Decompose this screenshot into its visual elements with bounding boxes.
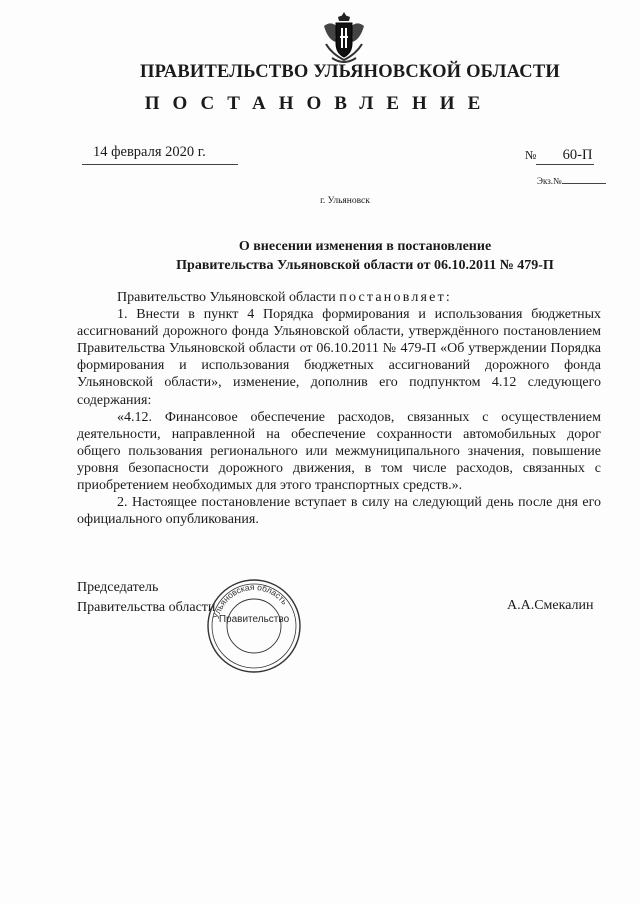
document-number: 60-П bbox=[536, 147, 594, 165]
copy-label: Экз.№ bbox=[537, 176, 562, 186]
document-number-row bbox=[525, 147, 594, 165]
signatory-name: А.А.Смекалин bbox=[507, 598, 594, 613]
paragraph-1: 1. Внести в пункт 4 Порядка формирования и использования бюджетных ассигнований дорожного фонда Ульяновской области, утверждённого постановлением Правительства Ульяновской области от 06.10.2011 № 479-П «Об утверждении Порядка формирования и использования бюджетных ассигнований дорожного фонда Ульяновской области», изменение, дополнив его подпунктом 4.12 следующего содержания: bbox=[77, 307, 601, 408]
coat-of-arms-icon bbox=[318, 10, 370, 68]
stamp-center-text: Правительство bbox=[218, 614, 290, 625]
paragraph-3: 2. Настоящее постановление вступает в силу на следующий день после дня его официального опубликования. bbox=[77, 495, 601, 528]
government-title: ПРАВИТЕЛЬСТВО УЛЬЯНОВСКОЙ ОБЛАСТИ bbox=[140, 62, 560, 82]
position-line-1: Председатель bbox=[77, 580, 159, 595]
official-stamp bbox=[206, 578, 302, 674]
document-body bbox=[77, 289, 601, 528]
intro-verb: постановляет: bbox=[339, 290, 452, 305]
signatory-position bbox=[77, 578, 215, 618]
date-underline bbox=[82, 164, 238, 165]
paragraph-2: «4.12. Финансовое обеспечение расходов, связанных с осуществлением деятельности, направленной на обеспечение сохранности автомобильных дорог общего пользования регионального или межмуниципального значения, повышение уровня безопасности дорожного движения, в том числе расходов, связанных с приобретением необходимых для этого транспортных средств.». bbox=[77, 409, 601, 494]
copy-number-blank bbox=[562, 183, 606, 184]
number-label: № bbox=[525, 148, 537, 162]
document-type: ПОСТАНОВЛЕНИЕ bbox=[144, 93, 494, 114]
intro-paragraph bbox=[77, 289, 601, 306]
position-line-2: Правительства области bbox=[77, 600, 216, 615]
city-line: г. Ульяновск bbox=[320, 196, 370, 206]
document-date: 14 февраля 2020 г. bbox=[93, 144, 206, 160]
copy-number-row bbox=[537, 176, 606, 186]
document-heading bbox=[100, 237, 630, 275]
heading-line-1: О внесении изменения в постановление bbox=[238, 239, 492, 254]
heading-line-2: Правительства Ульяновской области от 06.10.2011 № 479-П bbox=[176, 258, 554, 273]
stamp-ring-path: Ульяновская область bbox=[210, 581, 290, 620]
intro-lead: Правительство Ульяновской области bbox=[117, 290, 340, 305]
